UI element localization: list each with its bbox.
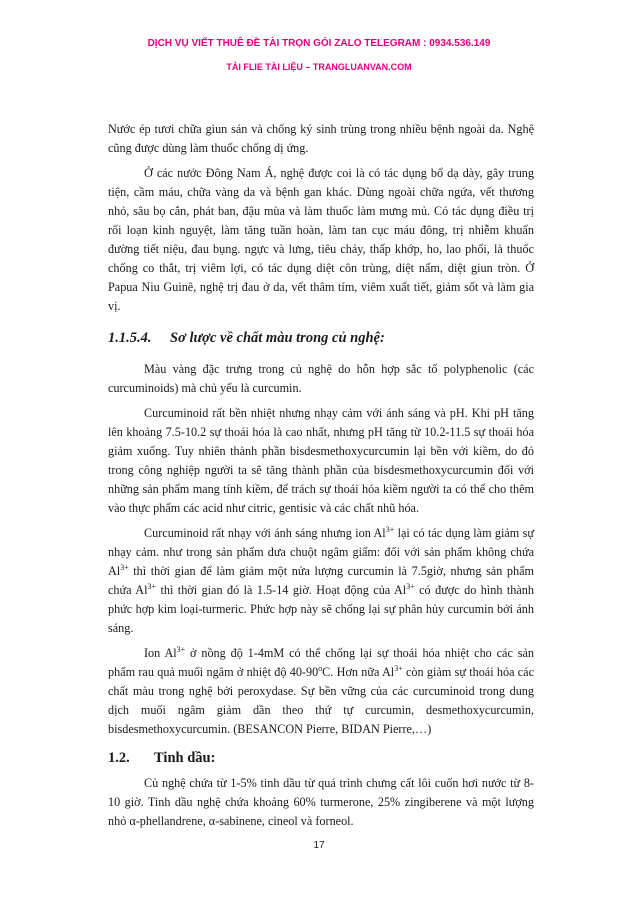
- section-title: Sơ lược về chất màu trong củ nghệ:: [170, 330, 385, 346]
- header-contact-text: ZALO TELEGRAM : 0934.536.149: [334, 38, 491, 49]
- header-separator: –: [302, 62, 313, 72]
- text-run: lại có tác dụng làm giảm sự nhạy cảm. như trong sản phẩm dưa chuột ngâm giấm: đối với sản phẩm không chứa Al: [108, 526, 534, 578]
- text-run: ở nồng độ 1-4mM có thể chống lại sự thoái hóa nhiệt cho các sản phẩm rau quả muối ngâm ở nhiệt độ 40-90: [108, 646, 534, 679]
- superscript: 3+: [147, 581, 157, 591]
- paragraph-3: Màu vàng đặc trưng trong củ nghệ do hỗn hợp sắc tố polyphenolic (các curcuminoids) mà chủ yếu là curcumin.: [108, 362, 534, 395]
- paragraph-7: Củ nghệ chứa từ 1-5% tinh dầu từ quá trình chưng cất lôi cuốn hơi nước từ 8-10 giờ. Tinh dầu nghệ chứa khoảng 60% turmerone, 25% zingiberene và một lượng nhỏ α-phellandrene, α-sabinene, cineol và forneol.: [108, 776, 534, 828]
- paragraph-4: Curcuminoid rất bền nhiệt nhưng nhạy cảm với ánh sáng và pH. Khi pH tăng lên khoảng 7.5-10.2 sự thoái hóa là cao nhất, nhưng pH tăng từ 10.2-11.5 sự thoái hóa giảm xuống. Tuy nhiên thành phần bisdesmethoxycurcumin lại bền với kiềm, do đó trong công nghiệp người ta sẽ tăng thành phần của bisdesmethoxycurcumin đối với những sản phẩm mang tính kiềm, để trách sự thoái hóa kiềm người ta có thể cho thêm vào thực phẩm các acid như citric, gentisic và các chất nhũ hóa.: [108, 406, 534, 515]
- text-run: Curcuminoid rất nhạy với ánh sáng nhưng ion Al: [144, 526, 386, 540]
- text-run: thì thời gian để làm giảm một nửa lượng curcumin là 7.5giờ, nhưng sản phẩm chứa Al: [108, 564, 534, 597]
- page-number: 17: [313, 840, 325, 851]
- paragraph-6: [108, 644, 534, 739]
- text-run: C. Hơn nữa Al: [322, 665, 395, 679]
- superscript: 3+: [394, 663, 403, 673]
- section-heading-1-1-5-4: [108, 329, 534, 348]
- header-service-line: [0, 38, 638, 49]
- text-run: thì thời gian đó là 1.5-14 giờ. Hoạt động của Al: [156, 583, 407, 597]
- section-title: Tinh dầu:: [154, 750, 216, 766]
- section-heading-1-2: [108, 749, 534, 768]
- section-number: 1.1.5.4.: [108, 330, 152, 346]
- text-run: Ion Al: [144, 646, 177, 660]
- superscript: 3+: [385, 524, 395, 534]
- paragraph-1: Nước ép tươi chữa giun sán và chống ký sinh trùng trong nhiều bệnh ngoài da. Nghệ cũng được dùng làm thuốc chống dị ứng.: [108, 122, 534, 155]
- superscript: 3+: [406, 581, 415, 591]
- superscript: 3+: [120, 562, 129, 572]
- header-download-line: [0, 62, 638, 72]
- header-service-text: DỊCH VỤ VIẾT THUÊ ĐỀ TÀI TRỌN GÓI: [147, 38, 335, 49]
- superscript: o: [318, 663, 323, 673]
- paragraph-5: [108, 524, 534, 638]
- header-download-text: TẢI FLIE TÀI LIỆU: [226, 62, 303, 72]
- header-site-link[interactable]: TRANGLUANVAN.COM: [312, 62, 412, 72]
- text-run: còn giảm sự thoái hóa các chất màu trong nghệ bởi peroxydase. Sự bền vững của các curcuminoid trong dung dịch muối ngâm giảm dần theo thứ tự curcumin, desmethoxycurcumin, bisdesmethoxycurcumin. (BESANCON Pierre, BIDAN Pierre,…): [108, 665, 534, 736]
- paragraph-2: Ở các nước Đông Nam Á, nghệ được coi là có tác dụng bổ dạ dày, gây trung tiện, cầm máu, chữa vàng da và bệnh gan khác. Dùng ngoài chữa ngứa, vết thương nhỏ, sâu bọ cắn, phát ban, đậu mùa và làm thuốc làm mưng mủ. Có tác dụng điều trị rối loạn kinh nguyệt, làm tăng tuần hoàn, làm tan cục máu đông, trị nhiễm khuẩn đường tiết niệu, đau bụng. ngực và lưng, tiêu chảy, thấp khớp, ho, lao phổi, là thuốc chống co thắt, trị viêm lợi, có tác dụng diệt côn trùng, diệt nấm, diệt giun tròn. Ở Papua Niu Guinê, nghệ trị đau ở da, vết thâm tím, viêm xuất tiết, giảm sốt và làm gia vị.: [108, 166, 534, 313]
- document-body: [108, 120, 534, 831]
- text-run: có được do hình thành phức hợp kim loại-turmeric. Phức hợp này sẽ chống lại sự phân hủy curcumin bởi ánh sáng.: [108, 583, 534, 635]
- section-number: 1.2.: [108, 750, 130, 766]
- superscript: 3+: [176, 644, 186, 654]
